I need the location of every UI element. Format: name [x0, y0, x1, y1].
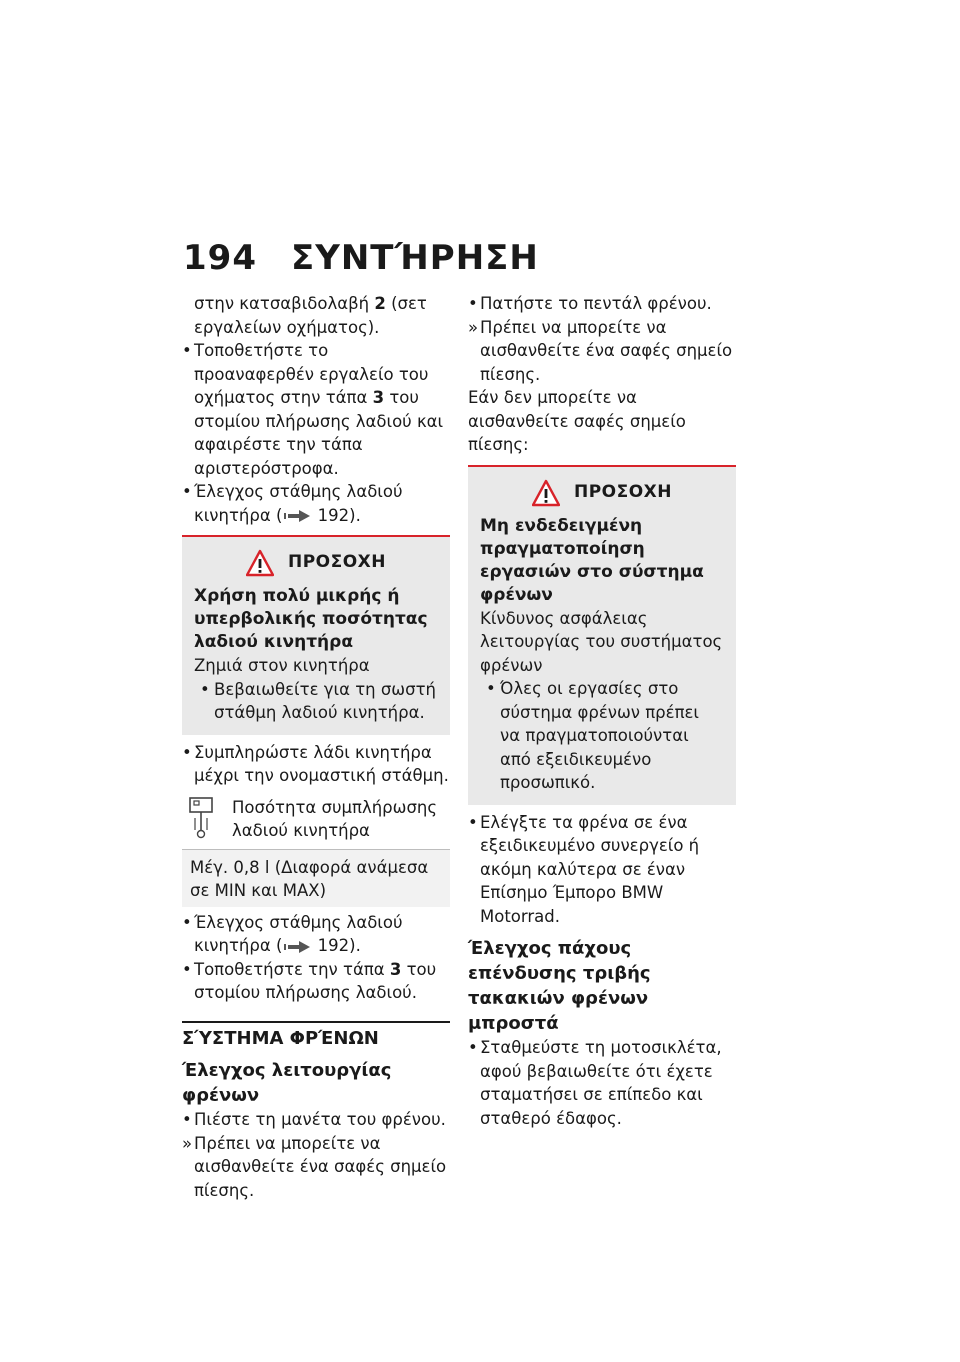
warning-header — [480, 479, 724, 507]
warning-box — [182, 535, 450, 735]
spec-table — [182, 794, 450, 907]
warning-box — [468, 465, 736, 805]
text: Συμπληρώστε λάδι κινητήρα μέχρι την ονομαστική στάθμη. — [194, 742, 449, 785]
text: Πρέπει να μπορείτε να αισθανθείτε ένα σαφές σημείο πίεσης. — [194, 1133, 447, 1200]
list-item — [468, 1036, 736, 1130]
arrow-reference-icon — [284, 941, 310, 953]
list-item — [468, 292, 736, 316]
oil-can-icon — [186, 796, 216, 840]
subsection-heading: Έλεγχος λειτουργίας φρένων — [182, 1060, 392, 1106]
warning-header — [194, 549, 438, 577]
subsection-heading: Έλεγχος πάχους επένδυσης τριβής τακακιών φρένων μπροστά — [468, 938, 651, 1034]
warning-signal-word: ΠΡΟΣΟΧΗ — [573, 481, 673, 502]
text: Έλεγχος στάθμης λαδιού κινητήρα ( — [194, 482, 403, 525]
page-reference: 192). — [312, 505, 361, 525]
page-number: 194 — [183, 238, 257, 278]
warning-triangle-icon — [246, 549, 274, 577]
text: στην κατσαβιδολαβή — [194, 294, 375, 313]
text: Σταθμεύστε τη μοτοσικλέτα, αφού βεβαιωθείτε ότι έχετε σταματήσει σε επίπεδο και σταθερό έδαφος. — [480, 1038, 722, 1128]
text: του στομίου πλήρωσης λαδιού. — [194, 959, 437, 1002]
list-item — [182, 480, 450, 527]
warning-instruction: • Όλες οι εργασίες στο σύστημα φρένων πρέπει να πραγματοποιούνται από εξειδικευμένο προσωπικό. — [480, 677, 724, 795]
page-header — [183, 238, 539, 278]
warning-instruction: • Βεβαιωθείτε για τη σωστή στάθμη λαδιού κινητήρα. — [194, 678, 438, 725]
list-item — [468, 811, 736, 929]
text: (σετ εργαλείων οχήματος). — [194, 294, 427, 337]
warning-signal-word: ΠΡΟΣΟΧΗ — [287, 552, 387, 573]
text: Ελέγξτε τα φρένα σε ένα εξειδικευμένο συνεργείο ή ακόμη καλύτερα σε έναν Επίσημο Έμπορο BMW Motorrad. — [480, 812, 700, 926]
list-item — [182, 1108, 450, 1132]
ref-number: 2 — [374, 294, 386, 313]
list-item — [182, 958, 450, 1005]
text: Πρέπει να μπορείτε να αισθανθείτε ένα σαφές σημείο πίεσης. — [480, 317, 733, 384]
result-item — [182, 1132, 450, 1203]
right-column — [468, 292, 736, 1130]
spec-value: Μέγ. 0,8 l (Διαφορά ανάμεσα σε MIN και MAX) — [182, 850, 450, 907]
section-heading: ΣΎΣΤΗΜΑ ΦΡΈΝΩΝ — [182, 1021, 450, 1051]
warning-triangle-icon — [532, 479, 560, 507]
text: Τοποθετήστε την τάπα — [194, 959, 390, 979]
ref-number: 3 — [389, 959, 402, 979]
ref-number: 3 — [372, 388, 385, 407]
left-column — [182, 292, 450, 1202]
warning-title: Μη ενδεδειγμένη πραγματοποίηση εργασιών στο σύστημα φρένων — [480, 515, 704, 605]
spec-label: Ποσότητα συμπλήρωσης λαδιού κινητήρα — [232, 797, 438, 840]
paragraph-tool — [182, 292, 450, 339]
list-item — [182, 741, 450, 788]
warning-consequence: Ζημιά στον κινητήρα — [194, 656, 370, 675]
spec-header — [182, 794, 450, 850]
text: Πατήστε το πεντάλ φρένου. — [480, 294, 712, 313]
text: Έλεγχος στάθμης λαδιού κινητήρα ( — [194, 912, 403, 955]
list-item — [182, 911, 450, 958]
result-item — [468, 316, 736, 387]
warning-consequence: Κίνδυνος ασφάλειας λειτουργίας του συστήματος φρένων — [480, 608, 723, 675]
arrow-reference-icon — [284, 510, 310, 522]
paragraph: Εάν δεν μπορείτε να αισθανθείτε σαφές σημείο πίεσης: — [468, 388, 686, 454]
page-reference: 192). — [312, 936, 361, 955]
text: Τοποθετήστε το προαναφερθέν εργαλείο του οχήματος στην τάπα — [194, 341, 429, 407]
warning-title: Χρήση πολύ μικρής ή υπερβολικής ποσότητας λαδιού κινητήρα — [194, 586, 428, 652]
page-title: ΣΥΝΤΉΡΗΣΗ — [290, 238, 539, 278]
text: του στομίου πλήρωσης λαδιού και αφαιρέστε την τάπα αριστερόστροφα. — [194, 388, 444, 478]
list-item — [182, 339, 450, 480]
text: Πιέστε τη μανέτα του φρένου. — [194, 1110, 446, 1129]
